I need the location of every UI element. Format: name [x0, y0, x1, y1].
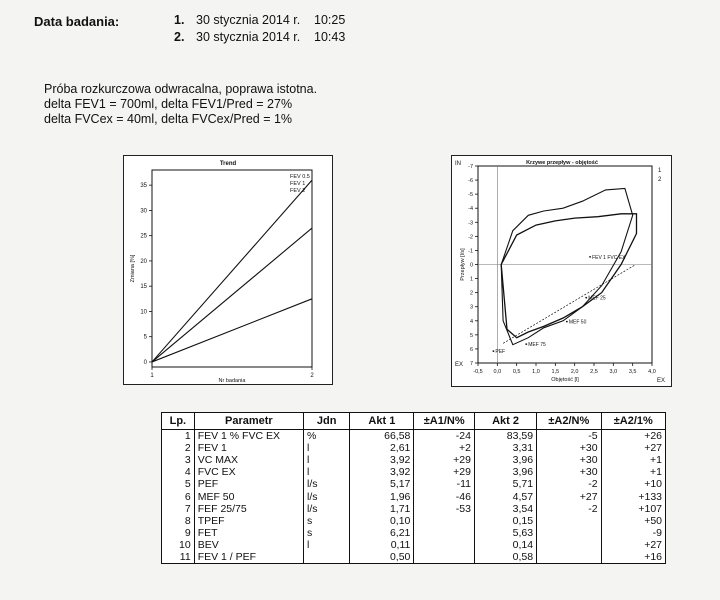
date-value: 30 stycznia 2014 r.	[196, 13, 301, 27]
table-cell: 9	[162, 527, 195, 539]
table-cell: 5,71	[474, 478, 536, 490]
table-cell: 0,10	[350, 515, 414, 527]
table-cell: 10	[162, 539, 195, 551]
table-cell	[414, 527, 475, 539]
y-tick-label: 2	[469, 290, 473, 297]
x-tick-label: 1	[150, 373, 154, 379]
table-cell: +2	[414, 442, 475, 454]
y-tick-label: 35	[140, 183, 147, 190]
annotation-marker	[566, 321, 568, 323]
table-cell: +30	[537, 442, 601, 454]
reference-line	[503, 265, 634, 343]
table-row	[162, 539, 666, 551]
table-cell: 3,92	[350, 454, 414, 466]
y-tick-label: 3	[469, 304, 473, 311]
x-tick-label: 2,5	[590, 369, 598, 375]
trend-chart-svg	[124, 156, 332, 384]
y-axis-label: Przepływ [l/s]	[460, 248, 466, 281]
exam-date-label: Data badania:	[34, 14, 120, 29]
chart-title: Krzywe przepływ - objętość	[526, 160, 598, 166]
table-cell: +27	[601, 442, 665, 454]
plot-area	[152, 170, 312, 367]
y-axis-label: Zmiana [%]	[130, 254, 136, 283]
annotation-marker	[525, 343, 527, 345]
table-cell: l	[303, 466, 349, 478]
annotation-label: FEV 1 FVC EX	[592, 254, 626, 261]
table-cell: -46	[414, 490, 475, 502]
y-tick-label: 1	[469, 276, 473, 283]
table-cell: PEF	[194, 478, 303, 490]
summary-line: delta FVCex = 40ml, delta FVCex/Pred = 1%	[44, 112, 293, 126]
table-cell: +16	[601, 551, 665, 564]
table-cell: l	[303, 442, 349, 454]
table-cell: 0,15	[474, 515, 536, 527]
table-cell: +30	[537, 466, 601, 478]
table-row	[162, 527, 666, 539]
y-tick-label: 0	[469, 262, 473, 269]
y-tick-label: -5	[468, 192, 473, 199]
table-cell: %	[303, 430, 349, 443]
exam-date-1	[174, 13, 345, 27]
annotation-marker	[589, 256, 591, 258]
table-row	[162, 442, 666, 454]
table-cell: +107	[601, 503, 665, 515]
x-tick-label: 0,5	[512, 369, 521, 375]
table-cell: s	[303, 515, 349, 527]
table-cell: 8	[162, 515, 195, 527]
y-tick-label: 30	[140, 208, 147, 215]
trend-line-series	[152, 228, 312, 362]
table-cell: 3,96	[474, 466, 536, 478]
table-cell: 1	[162, 430, 195, 443]
table-cell	[414, 515, 475, 527]
x-tick-label: 0,0	[493, 369, 502, 375]
table-cell: 0,50	[350, 551, 414, 564]
table-row	[162, 503, 666, 515]
column-header: Lp.	[162, 413, 195, 430]
table-cell	[537, 515, 601, 527]
legend-entry: FEV 0.5	[290, 174, 310, 180]
legend-entry: 2	[658, 177, 662, 183]
corner-label-in: IN	[455, 161, 461, 167]
legend-entry: FEV 2	[290, 188, 306, 194]
table-cell: l/s	[303, 478, 349, 490]
legend-entry: FEV 1	[290, 181, 306, 187]
table-cell	[414, 551, 475, 564]
trend-chart	[123, 155, 333, 385]
table-cell: 83,59	[474, 430, 536, 443]
annotation-marker	[493, 350, 495, 352]
table-cell: 3,92	[350, 466, 414, 478]
table-cell: 0,11	[350, 539, 414, 551]
legend-entry: 1	[658, 168, 662, 174]
parameters-table	[161, 412, 666, 564]
table-cell: 4	[162, 466, 195, 478]
table-row	[162, 454, 666, 466]
table-cell: -5	[537, 430, 601, 443]
table-cell: 7	[162, 503, 195, 515]
x-tick-label: -0,5	[473, 369, 483, 375]
y-tick-label: 7	[469, 361, 473, 367]
column-header: Akt 2	[474, 413, 536, 430]
date-value: 30 stycznia 2014 r.	[196, 30, 301, 44]
table-body	[162, 430, 666, 564]
y-tick-label: 15	[140, 284, 147, 291]
table-cell: 3,31	[474, 442, 536, 454]
table-cell: +30	[537, 454, 601, 466]
column-header: Akt 1	[350, 413, 414, 430]
x-tick-label: 1,5	[551, 369, 560, 375]
y-tick-label: -6	[468, 178, 473, 185]
x-tick-label: 4,0	[648, 369, 656, 375]
corner-label-ex: EX	[657, 378, 666, 384]
y-tick-label: 10	[140, 309, 147, 316]
table-cell: FEV 1 % FVC EX	[194, 430, 303, 443]
table-cell: 6	[162, 490, 195, 502]
date-number: 1.	[174, 13, 185, 27]
x-tick-label: 1,0	[532, 369, 540, 375]
table-cell	[537, 527, 601, 539]
table-cell: FEV 1 / PEF	[194, 551, 303, 564]
table-cell: 6,21	[350, 527, 414, 539]
table-cell: 5,63	[474, 527, 536, 539]
y-tick-label: -4	[468, 206, 473, 213]
chart-title: Trend	[219, 161, 237, 167]
table-cell: l/s	[303, 503, 349, 515]
time-value: 10:25	[314, 13, 346, 27]
table-cell: MEF 50	[194, 490, 303, 502]
table-cell: -2	[537, 478, 601, 490]
x-tick-label: 2,0	[570, 369, 579, 375]
y-tick-label: -3	[468, 220, 473, 227]
column-header: ±A1/N%	[414, 413, 475, 430]
table-cell	[414, 539, 475, 551]
flow-volume-chart-svg	[452, 156, 671, 386]
table-cell: 3,96	[474, 454, 536, 466]
y-tick-label: 5	[143, 334, 147, 341]
date-number: 2.	[174, 30, 185, 44]
table-cell: 1,71	[350, 503, 414, 515]
trend-line-series	[152, 180, 312, 362]
table-cell: +1	[601, 454, 665, 466]
table-cell: 4,57	[474, 490, 536, 502]
column-header: Jdn	[303, 413, 349, 430]
x-tick-label: 3,0	[609, 369, 618, 375]
table-cell: 2	[162, 442, 195, 454]
y-tick-label: 20	[140, 258, 147, 265]
table-cell: -11	[414, 478, 475, 490]
table-cell: FEF 25/75	[194, 503, 303, 515]
table-cell: 5	[162, 478, 195, 490]
table-cell: 3,54	[474, 503, 536, 515]
table-row	[162, 490, 666, 502]
y-tick-label: -7	[468, 164, 473, 170]
table-cell: 5,17	[350, 478, 414, 490]
table-cell	[303, 551, 349, 564]
test-summary	[44, 82, 317, 127]
table-cell: l	[303, 454, 349, 466]
table-cell: 2,61	[350, 442, 414, 454]
exam-date-2	[174, 30, 345, 44]
table-cell: +26	[601, 430, 665, 443]
table-cell: 1,96	[350, 490, 414, 502]
table-cell: -24	[414, 430, 475, 443]
corner-label-ex: EX	[455, 362, 464, 368]
table-header-row	[162, 413, 666, 430]
column-header: ±A2/N%	[537, 413, 601, 430]
y-tick-label: 6	[469, 346, 473, 353]
table-cell: l/s	[303, 490, 349, 502]
table-cell: FEV 1	[194, 442, 303, 454]
annotation-label: MEF 50	[568, 319, 587, 326]
annotation-label: MEF 25	[588, 295, 606, 302]
flow-volume-chart	[451, 155, 672, 387]
table-cell: +27	[537, 490, 601, 502]
table-cell: -9	[601, 527, 665, 539]
x-tick-label: 2	[310, 373, 314, 379]
column-header: Parametr	[194, 413, 303, 430]
table-cell: VC MAX	[194, 454, 303, 466]
x-tick-label: 3,5	[628, 369, 637, 375]
table-row	[162, 551, 666, 564]
table-cell: 0,58	[474, 551, 536, 564]
y-tick-label: 5	[469, 332, 473, 339]
y-tick-label: -2	[468, 234, 473, 241]
table-cell	[537, 551, 601, 564]
table-row	[162, 515, 666, 527]
table-cell: 11	[162, 551, 195, 564]
x-axis-label: Objętość [l]	[551, 377, 579, 383]
table-cell: 66,58	[350, 430, 414, 443]
table-cell: +1	[601, 466, 665, 478]
table-cell: +29	[414, 466, 475, 478]
table-cell: 3	[162, 454, 195, 466]
table-cell: +10	[601, 478, 665, 490]
table-cell: BEV	[194, 539, 303, 551]
table-cell: FVC EX	[194, 466, 303, 478]
y-tick-label: 0	[143, 359, 147, 366]
trend-line-series	[152, 299, 312, 362]
table-cell: TPEF	[194, 515, 303, 527]
table-cell: l	[303, 539, 349, 551]
table-cell: +133	[601, 490, 665, 502]
x-axis-label: Nr badania	[218, 378, 246, 384]
table-cell: +29	[414, 454, 475, 466]
table-row	[162, 430, 666, 443]
table-row	[162, 466, 666, 478]
table-cell: +50	[601, 515, 665, 527]
time-value: 10:43	[314, 30, 346, 44]
summary-line: delta FEV1 = 700ml, delta FEV1/Pred = 27%	[44, 97, 293, 111]
table-cell: FET	[194, 527, 303, 539]
summary-line: Próba rozkurczowa odwracalna, poprawa istotna.	[44, 82, 318, 96]
annotation-marker	[585, 297, 587, 299]
table-cell: s	[303, 527, 349, 539]
table-cell: 0,14	[474, 539, 536, 551]
table-row	[162, 478, 666, 490]
y-tick-label: -1	[468, 248, 473, 255]
y-tick-label: 25	[140, 233, 147, 240]
table-cell	[537, 539, 601, 551]
table-cell: +27	[601, 539, 665, 551]
annotation-label: PEF	[495, 349, 506, 356]
annotation-label: MEF 75	[528, 342, 546, 349]
table-cell: -2	[537, 503, 601, 515]
y-tick-label: 4	[469, 318, 473, 325]
column-header: ±A2/1%	[601, 413, 665, 430]
table-cell: -53	[414, 503, 475, 515]
